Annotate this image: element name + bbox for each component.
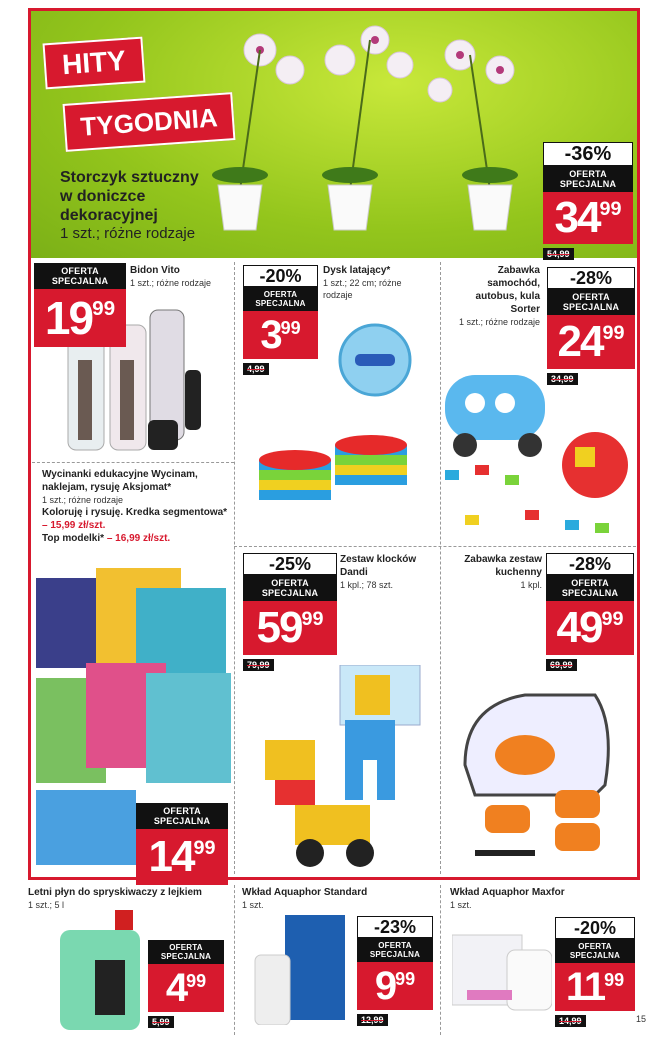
offer-label: OFERTA SPECJALNA bbox=[357, 938, 433, 962]
discount-badge: -28% bbox=[546, 553, 634, 575]
product-extra-price: – 16,99 zł/szt. bbox=[104, 533, 171, 544]
offer-label: OFERTA SPECJALNA bbox=[555, 939, 635, 963]
title-line: Storczyk sztuczny bbox=[60, 169, 199, 186]
price-cents: 99 bbox=[186, 971, 207, 991]
banner-sub: 1 szt.; różne rodzaje bbox=[60, 225, 196, 242]
product-sub: 1 kpl.; 78 szt. bbox=[340, 580, 394, 590]
offer-label: OFERTA SPECJALNA bbox=[34, 263, 126, 289]
price-cents: 99 bbox=[92, 297, 116, 320]
price-cents: 99 bbox=[604, 970, 625, 990]
product-sub: 1 kpl. bbox=[520, 580, 542, 590]
product-sub: 1 szt.; różne rodzaje bbox=[42, 495, 124, 505]
price-main: 14 bbox=[148, 832, 194, 881]
product-sub: 1 szt.; 22 cm; różne rodzaje bbox=[323, 278, 402, 300]
price-cents: 99 bbox=[395, 969, 416, 989]
product-info bbox=[42, 468, 234, 545]
price bbox=[546, 601, 634, 655]
offer-label: OFERTA SPECJALNA bbox=[136, 803, 228, 829]
price bbox=[243, 601, 337, 655]
product-sub: 1 szt.; różne rodzaje bbox=[130, 278, 212, 288]
price bbox=[357, 962, 433, 1010]
title-line: dekoracyjnej bbox=[60, 207, 158, 224]
price bbox=[34, 289, 126, 347]
product-name: Letni płyn do spryskiwaczy z lejkiem bbox=[28, 887, 202, 898]
product-price-tag bbox=[555, 917, 635, 1029]
divider bbox=[440, 885, 441, 1035]
product-sub: 1 szt. bbox=[242, 900, 264, 910]
price-cents: 99 bbox=[601, 608, 624, 630]
product-info bbox=[340, 553, 436, 591]
product-name: Bidon Vito bbox=[130, 265, 180, 276]
price-cents: 99 bbox=[602, 322, 625, 344]
product-name: Wkład Aquaphor Maxfor bbox=[450, 887, 565, 898]
price-main: 24 bbox=[557, 317, 603, 366]
kitchen-set-image bbox=[445, 665, 635, 870]
old-price: 12,99 bbox=[357, 1014, 388, 1026]
old-price: 69,99 bbox=[546, 659, 577, 671]
divider bbox=[32, 462, 234, 463]
price bbox=[243, 311, 318, 359]
product-name: naklejam, rysuję Aksjomat* bbox=[42, 482, 172, 493]
price bbox=[547, 315, 635, 369]
product-sub: 1 szt.; różne rodzaje bbox=[458, 317, 540, 327]
old-price: 14,99 bbox=[555, 1015, 586, 1027]
price-main: 49 bbox=[556, 603, 602, 652]
old-price: 54,99 bbox=[543, 248, 574, 260]
product-extra-price: – 15,99 zł/szt. bbox=[42, 520, 106, 531]
hity-label: HITY bbox=[43, 37, 146, 90]
product-name: Wycinanki edukacyjne Wycinam, bbox=[42, 469, 198, 480]
product-info bbox=[448, 264, 540, 328]
product-name: autobus, kula Sorter bbox=[475, 291, 540, 315]
aquaphor-standard-image bbox=[250, 915, 350, 1025]
price bbox=[148, 964, 224, 1012]
product-extra: Koloruję i rysuję. Kredka segmentowa* bbox=[42, 507, 228, 518]
product-price-tag bbox=[243, 553, 337, 673]
divider bbox=[234, 546, 636, 547]
product-name: Zestaw klocków Dandi bbox=[340, 554, 417, 578]
old-price: 4,99 bbox=[243, 363, 269, 375]
divider bbox=[234, 262, 235, 874]
toy-car-image bbox=[435, 375, 635, 540]
product-info bbox=[28, 886, 233, 911]
product-name: Wkład Aquaphor Standard bbox=[242, 887, 368, 898]
discount-badge: -20% bbox=[243, 265, 318, 287]
discount-badge: -25% bbox=[243, 553, 337, 575]
tygodnia-label: TYGODNIA bbox=[63, 92, 236, 152]
blocks-image bbox=[250, 665, 435, 875]
offer-label: OFERTA SPECJALNA bbox=[243, 575, 337, 601]
aquaphor-maxfor-image bbox=[452, 930, 552, 1015]
product-price-tag bbox=[357, 916, 433, 1028]
product-price-tag bbox=[547, 267, 635, 387]
price-main: 19 bbox=[44, 292, 93, 344]
price-main: 34 bbox=[554, 193, 600, 242]
product-name: Dysk latający* bbox=[323, 265, 391, 276]
washer-fluid-image bbox=[55, 910, 145, 1030]
discount-badge: -23% bbox=[357, 916, 433, 938]
price-main: 3 bbox=[260, 313, 281, 357]
product-extra: Top modelki* bbox=[42, 533, 105, 544]
product-price-tag bbox=[243, 265, 318, 377]
offer-label: OFERTA SPECJALNA bbox=[543, 166, 633, 192]
price bbox=[543, 192, 633, 244]
product-info bbox=[242, 886, 437, 911]
price-main: 59 bbox=[256, 603, 302, 652]
price-cents: 99 bbox=[301, 608, 324, 630]
old-price: 5,99 bbox=[148, 1016, 174, 1028]
price-cents: 99 bbox=[193, 837, 216, 859]
page-number: 15 bbox=[636, 1014, 647, 1024]
old-price: 79,99 bbox=[243, 659, 274, 671]
product-price-tag bbox=[34, 263, 126, 347]
price-main: 11 bbox=[565, 965, 605, 1009]
price-cents: 99 bbox=[280, 318, 301, 338]
offer-label: OFERTA SPECJALNA bbox=[148, 940, 224, 964]
product-name: Zabawka zestaw bbox=[464, 554, 542, 565]
product-price-tag bbox=[148, 940, 224, 1030]
product-price-tag bbox=[546, 553, 634, 673]
price bbox=[136, 829, 228, 885]
product-name: kuchenny bbox=[495, 567, 542, 578]
price-main: 4 bbox=[165, 966, 187, 1010]
divider bbox=[234, 885, 235, 1035]
price-cents: 99 bbox=[599, 198, 622, 220]
product-name: Zabawka samochód, bbox=[487, 265, 540, 289]
product-info bbox=[323, 264, 433, 301]
discount-badge: -36% bbox=[543, 142, 633, 166]
product-info bbox=[450, 886, 640, 911]
discount-badge: -20% bbox=[555, 917, 635, 939]
discount-badge: -28% bbox=[547, 267, 635, 289]
old-price: 34,99 bbox=[547, 373, 578, 385]
offer-label: OFERTA SPECJALNA bbox=[547, 289, 635, 315]
banner-product-title bbox=[60, 168, 199, 242]
price-main: 9 bbox=[374, 964, 396, 1008]
product-sub: 1 szt.; 5 l bbox=[28, 900, 65, 910]
price bbox=[555, 963, 635, 1011]
product-info bbox=[130, 264, 230, 289]
product-sub: 1 szt. bbox=[450, 900, 472, 910]
product-info bbox=[452, 553, 542, 591]
offer-label: OFERTA SPECJALNA bbox=[546, 575, 634, 601]
divider bbox=[440, 262, 441, 874]
offer-label: OFERTA SPECJALNA bbox=[243, 287, 318, 311]
product-price-tag bbox=[136, 803, 228, 885]
banner-price-tag bbox=[543, 142, 633, 262]
title-line: w doniczce bbox=[60, 188, 146, 205]
